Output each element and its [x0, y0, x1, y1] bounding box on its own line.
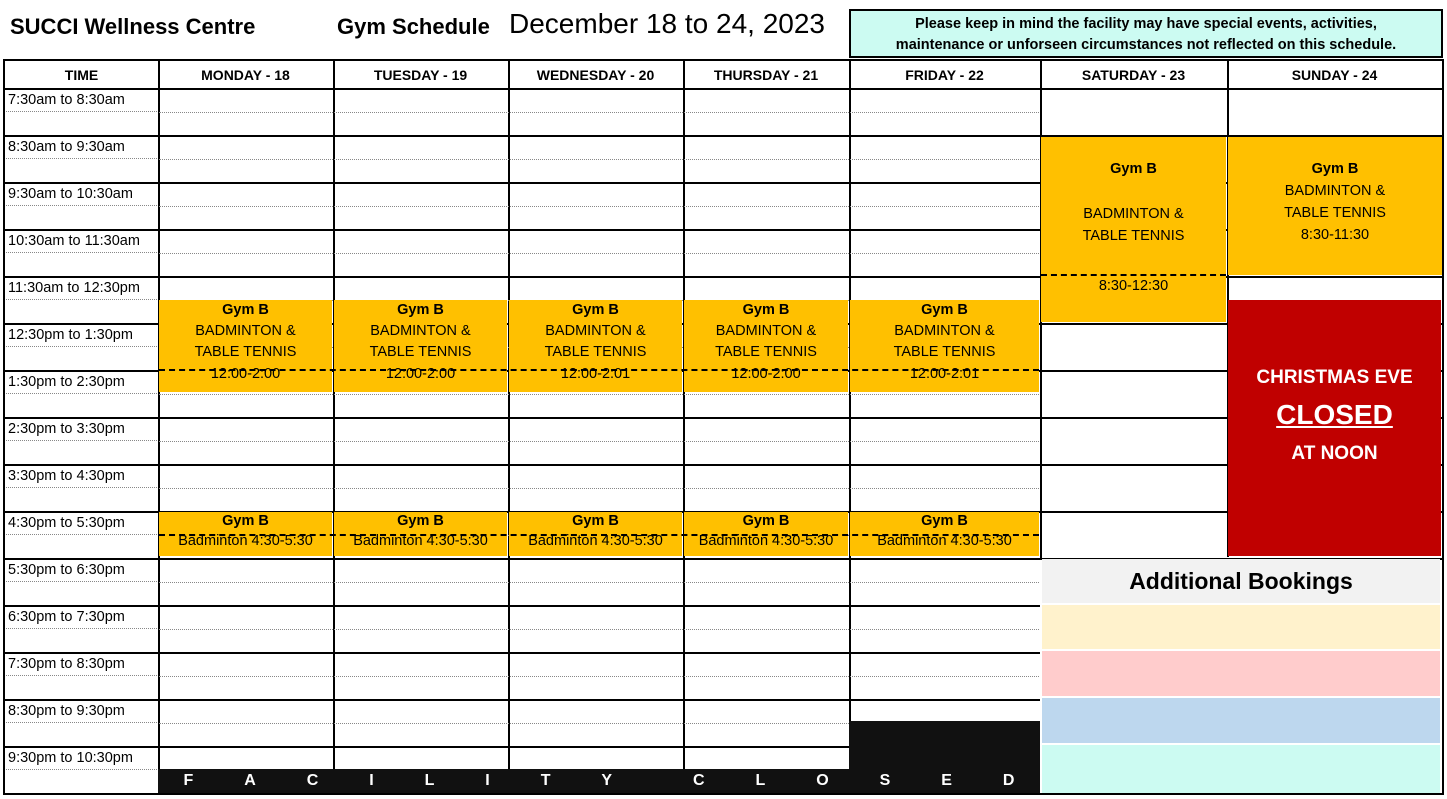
time-slot-label: 10:30am to 11:30am: [8, 233, 140, 249]
facility-closed-letter: A: [244, 772, 256, 789]
gym-block-activity: BADMINTON &: [195, 323, 296, 339]
gym-block-title: Gym B: [572, 513, 619, 529]
hour-divider: [5, 699, 1040, 701]
time-slot-dotted-line: [6, 487, 157, 488]
time-slot-dotted-line: [6, 581, 157, 582]
time-slot-dotted-line: [6, 252, 157, 253]
gym-block-sunday: [1228, 137, 1442, 275]
gym-block-time: 12:00-2:01: [909, 366, 980, 382]
gym-block-activity: Badminton 4:30-5:30: [698, 533, 834, 549]
time-slot-dotted-line: [6, 393, 157, 394]
column-divider: [508, 61, 510, 793]
schedule-label: Gym Schedule: [337, 14, 490, 39]
notice-box: [849, 9, 1443, 58]
column-divider: [683, 61, 685, 793]
hour-divider: [5, 182, 1442, 184]
closed-label: CLOSED: [1276, 399, 1393, 430]
time-slot-label: 6:30pm to 7:30pm: [8, 609, 125, 625]
additional-booking-slot: [1042, 745, 1440, 793]
time-slot-label: 9:30pm to 10:30pm: [8, 750, 133, 766]
centre-name: SUCCI Wellness Centre: [10, 14, 256, 39]
gym-block-activity: BADMINTON &: [1083, 206, 1184, 222]
column-divider: [849, 61, 851, 793]
gym-block-activity: BADMINTON &: [370, 323, 471, 339]
additional-booking-slot: [1042, 651, 1440, 696]
time-slot-label: 7:30am to 8:30am: [8, 92, 125, 108]
gym-block-title: Gym B: [572, 302, 619, 318]
column-divider: [158, 61, 160, 793]
time-slot-dotted-line: [6, 299, 157, 300]
facility-closed-letter: T: [540, 772, 551, 789]
time-slot-label: 11:30am to 12:30pm: [8, 280, 140, 296]
gym-block-wednesday-midday: [509, 300, 682, 392]
gym-block-title: Gym B: [222, 513, 269, 529]
time-slot-dotted-line: [6, 111, 157, 112]
time-slot-dotted-line: [6, 205, 157, 206]
facility-closed-letter: I: [485, 772, 490, 789]
hour-divider: [5, 135, 1442, 137]
hour-divider: [5, 605, 1040, 607]
half-hour-dotted-line: [159, 159, 1039, 160]
facility-closed-letter: L: [755, 772, 766, 789]
hour-divider: [5, 229, 1442, 231]
christmas-eve-title: CHRISTMAS EVE: [1256, 367, 1413, 388]
additional-booking-slot: [1042, 605, 1440, 649]
half-hour-dotted-line: [159, 394, 1039, 395]
facility-closed-letter: D: [1002, 772, 1015, 789]
facility-closed-letter: C: [306, 772, 319, 789]
gym-block-monday-midday: [159, 300, 332, 392]
gym-block-activity: BADMINTON &: [1284, 183, 1386, 199]
facility-closed-letter: S: [879, 772, 891, 789]
notice-line-1: Please keep in mind the facility may have special events, activities,: [915, 16, 1377, 32]
gym-block-activity: Badminton 4:30-5:30: [178, 533, 313, 549]
half-hour-dotted-line: [159, 253, 1039, 254]
column-header-friday: FRIDAY - 22: [905, 67, 984, 83]
gym-block-activity: TABLE TENNIS: [1082, 228, 1185, 244]
time-slot-label: 7:30pm to 8:30pm: [8, 656, 125, 672]
gym-block-time: 12:00-2:00: [385, 366, 456, 382]
gym-block-activity: Badminton 4:30-5:30: [353, 533, 488, 549]
half-hour-dotted-line: [159, 112, 1039, 113]
header-divider: [5, 88, 1442, 90]
time-slot-dotted-line: [6, 440, 157, 441]
time-slot-label: 8:30am to 9:30am: [8, 139, 125, 155]
gym-block-title: Gym B: [921, 513, 968, 529]
hour-divider: [5, 276, 1442, 278]
gym-block-title: Gym B: [397, 513, 444, 529]
gym-block-activity: Badminton 4:30-5:30: [528, 533, 663, 549]
facility-closed-letter: O: [816, 772, 829, 789]
gym-block-activity: TABLE TENNIS: [715, 344, 817, 360]
gym-block-title: Gym B: [742, 302, 790, 318]
gym-block-time: 12:00-2:00: [210, 366, 281, 382]
gym-block-title: Gym B: [222, 302, 269, 318]
gym-block-title: Gym B: [1110, 161, 1157, 177]
at-noon-label: AT NOON: [1291, 443, 1378, 464]
column-divider: [333, 61, 335, 793]
column-header-time: TIME: [64, 67, 99, 83]
gym-block-time: 12:00-2:00: [731, 366, 801, 382]
gym-block-activity: BADMINTON &: [545, 323, 646, 339]
time-slot-label: 9:30am to 10:30am: [8, 186, 133, 202]
time-slot-label: 8:30pm to 9:30pm: [8, 703, 125, 719]
time-slot-dotted-line: [6, 722, 157, 723]
gym-block-activity: BADMINTON &: [715, 323, 817, 339]
gym-block-activity: BADMINTON &: [894, 323, 995, 339]
time-slot-dotted-line: [6, 675, 157, 676]
column-header-monday: MONDAY - 18: [201, 67, 290, 83]
half-hour-dotted-line: [159, 488, 1039, 489]
gym-block-time: 12:00-2:01: [560, 366, 631, 382]
facility-closed-bar: [158, 769, 1040, 793]
time-slot-label: 2:30pm to 3:30pm: [8, 421, 125, 437]
gym-block-activity: TABLE TENNIS: [194, 344, 297, 360]
gym-block-title: Gym B: [921, 302, 968, 318]
gym-block-activity: TABLE TENNIS: [369, 344, 472, 360]
midday-dash-divider: [159, 369, 1039, 371]
christmas-eve-notice: [1228, 300, 1441, 556]
column-header-saturday: SATURDAY - 23: [1081, 67, 1186, 83]
time-slot-label: 3:30pm to 4:30pm: [8, 468, 125, 484]
half-hour-dotted-line: [159, 676, 1039, 677]
column-header-wednesday: WEDNESDAY - 20: [536, 67, 655, 83]
facility-closed-letter: L: [424, 772, 435, 789]
gym-block-thursday-midday: [684, 300, 848, 392]
gym-block-time: 8:30-11:30: [1300, 227, 1370, 243]
facility-closed-letter: I: [369, 772, 374, 789]
time-slot-label: 12:30pm to 1:30pm: [8, 327, 133, 343]
additional-bookings-title: Additional Bookings: [1042, 559, 1440, 603]
gym-block-title: Gym B: [397, 302, 444, 318]
half-hour-dotted-line: [159, 582, 1039, 583]
saturday-dash-divider: [1041, 274, 1226, 276]
time-slot-dotted-line: [6, 158, 157, 159]
date-range: December 18 to 24, 2023: [509, 8, 825, 39]
hour-divider: [5, 464, 1442, 466]
gym-block-time: 8:30-12:30: [1098, 278, 1169, 294]
evening-dash-divider: [159, 534, 1039, 536]
gym-block-friday-midday: [850, 300, 1039, 392]
hour-divider: [5, 652, 1040, 654]
facility-closed-letter: Y: [601, 772, 613, 789]
time-slot-dotted-line: [6, 769, 157, 770]
friday-closed-cell: [849, 721, 1040, 769]
column-header-sunday: SUNDAY - 24: [1291, 67, 1378, 83]
time-slot-dotted-line: [6, 346, 157, 347]
half-hour-dotted-line: [159, 206, 1039, 207]
gym-block-activity: TABLE TENNIS: [1284, 205, 1386, 221]
facility-closed-letter: C: [693, 772, 705, 789]
gym-block-activity: Badminton 4:30-5:30: [877, 533, 1012, 549]
gym-block-activity: TABLE TENNIS: [893, 344, 996, 360]
time-slot-label: 4:30pm to 5:30pm: [8, 515, 125, 531]
gym-block-title: Gym B: [742, 513, 790, 529]
half-hour-dotted-line: [159, 441, 1039, 442]
gym-block-tuesday-midday: [334, 300, 507, 392]
notice-line-2: maintenance or unforseen circumstances not reflected on this schedule.: [895, 37, 1397, 53]
time-slot-dotted-line: [6, 534, 157, 535]
additional-booking-slot: [1042, 698, 1440, 743]
half-hour-dotted-line: [159, 629, 1039, 630]
gym-block-title: Gym B: [1311, 161, 1359, 177]
column-header-thursday: THURSDAY - 21: [713, 67, 819, 83]
time-slot-dotted-line: [6, 628, 157, 629]
time-slot-label: 5:30pm to 6:30pm: [8, 562, 125, 578]
gym-block-saturday: [1041, 137, 1226, 322]
gym-block-activity: TABLE TENNIS: [544, 344, 647, 360]
hour-divider: [5, 417, 1442, 419]
column-header-tuesday: TUESDAY - 19: [373, 67, 468, 83]
facility-closed-letter: E: [941, 772, 952, 789]
facility-closed-letter: F: [183, 772, 194, 789]
time-slot-label: 1:30pm to 2:30pm: [8, 374, 125, 390]
